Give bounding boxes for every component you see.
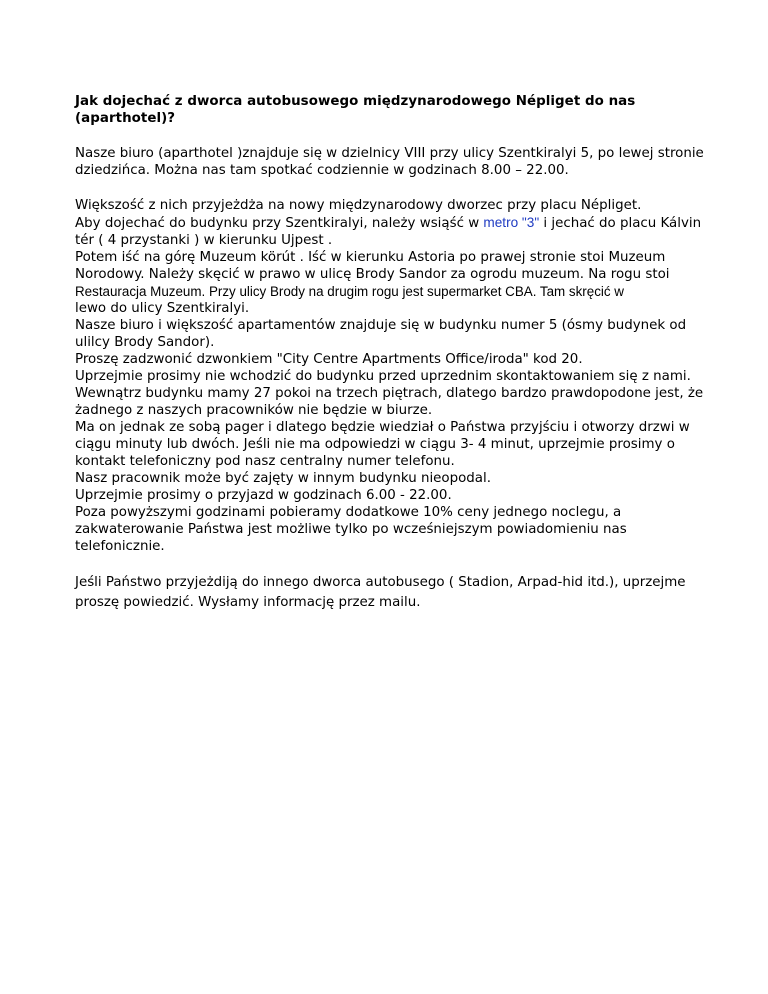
- document-title: [75, 93, 705, 127]
- paragraph-line: lewo do ulicy Szentkiralyi.: [75, 301, 250, 316]
- paragraph-line: Wewnątrz budynku mamy 27 pokoi na trzech piętrach, dlatego bardzo prawdopodone jest, że: [75, 386, 704, 401]
- paragraph-line: dziedzińca. Można nas tam spotkać codziennie w godzinach 8.00 – 22.00.: [75, 163, 569, 178]
- paragraph-line: ulilcy Brody Sandor).: [75, 335, 215, 350]
- paragraph-line: żadnego z naszych pracowników nie będzie w biurze.: [75, 403, 433, 418]
- document-page: [75, 93, 705, 613]
- link-prefix-text: Aby dojechać do budynku przy Szentkiralyi, należy wsiąść w: [75, 216, 484, 231]
- paragraph-line: kontakt telefoniczny pod nasz centralny numer telefonu.: [75, 454, 455, 469]
- paragraph-line: Proszę zadzwonić dzwonkiem "City Centre Apartments Office/iroda" kod 20.: [75, 352, 583, 367]
- paragraph-line: Nasz pracownik może być zajęty w innym budynku nieopodal.: [75, 471, 491, 486]
- closing-paragraph: [75, 573, 705, 613]
- paragraph-line: proszę powiedzić. Wysłamy informację przez mailu.: [75, 595, 421, 610]
- paragraph-line: telefonicznie.: [75, 539, 165, 554]
- paragraph-line: Potem iść na górę Muzeum körút . Iść w kierunku Astoria po prawej stronie stoi Muzeum: [75, 250, 666, 265]
- paragraph-line: Nasze biuro (aparthotel )znajduje się w dzielnicy VIII przy ulicy Szentkiralyi 5, po lewej stronie: [75, 146, 704, 161]
- paragraph-line: Jeśli Państwo przyjeżdiją do innego dworca autobusego ( Stadion, Arpad-hid itd.), uprzejme: [75, 575, 686, 590]
- paragraph-line: ciągu minuty lub dwóch. Jeśli nie ma odpowiedzi w ciągu 3- 4 minut, uprzejmie prosimy o: [75, 437, 675, 452]
- paragraph-line: Uprzejmie prosimy o przyjazd w godzinach 6.00 - 22.00.: [75, 488, 452, 503]
- title-line: (aparthotel)?: [75, 111, 176, 126]
- paragraph-line: Restauracja Muzeum. Przy ulicy Brody na drugim rogu jest supermarket CBA. Tam skręcić w: [75, 284, 624, 299]
- paragraph-line: Nasze biuro i większość apartamentów znajduje się w budynku numer 5 (ósmy budynek od: [75, 318, 687, 333]
- paragraph-line: Poza powyższymi godzinami pobieramy dodatkowe 10% ceny jednego noclegu, a: [75, 505, 622, 520]
- paragraph-line: Ma on jednak ze sobą pager i dlatego będzie wiedział o Państwa przyjściu i otworzy drzwi w: [75, 420, 690, 435]
- paragraph-line: tér ( 4 przystanki ) w kierunku Ujpest .: [75, 233, 333, 248]
- intro-paragraph: [75, 145, 705, 179]
- paragraph-line-with-link: [75, 214, 705, 232]
- directions-paragraph: [75, 197, 705, 555]
- title-line: Jak dojechać z dworca autobusowego międzynarodowego Népliget do nas: [75, 94, 636, 109]
- paragraph-line: Uprzejmie prosimy nie wchodzić do budynku przed uprzednim skontaktowaniem się z nami.: [75, 369, 691, 384]
- paragraph-line: zakwaterowanie Państwa jest możliwe tylko po wcześniejszym powiadomieniu nas: [75, 522, 627, 537]
- metro-3-link[interactable]: metro "3": [483, 215, 540, 230]
- paragraph-line: Większość z nich przyjeżdża na nowy międzynarodowy dworzec przy placu Népliget.: [75, 198, 642, 213]
- link-suffix-text: i jechać do placu Kálvin: [539, 216, 702, 231]
- paragraph-line: Norodowy. Należy skęcić w prawo w ulicę Brody Sandor za ogrodu muzeum. Na rogu stoi: [75, 267, 670, 282]
